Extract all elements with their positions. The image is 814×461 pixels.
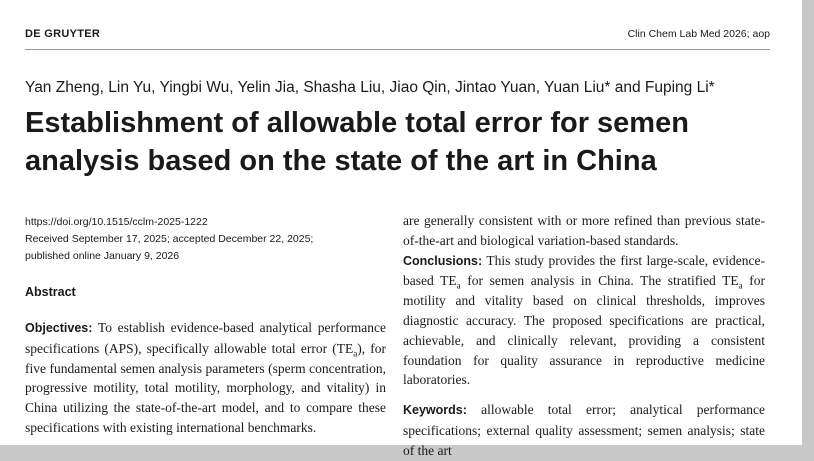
article-metadata	[25, 214, 313, 265]
article-title: Establishment of allowable total error for semen analysis based on the state of the art in China	[25, 107, 689, 177]
abstract-conclusions	[403, 251, 765, 391]
conclusions-text-2: for semen analysis in China. The stratified TE	[460, 273, 739, 289]
conclusions-text-1: This study provides the first large-scale, evidence-based TE	[403, 252, 765, 289]
results-tail: are generally consistent with or more refined than previous state-of-the-art and biological variation-based standards.	[403, 213, 765, 248]
published-date: published online January 9, 2026	[25, 250, 180, 262]
objectives-text-2: ), for five fundamental semen analysis parameters (sperm concentration, progressive motility, total motility, morphology, and vitality) in China utilizing the state-of-the-art model, and to compare these specifications with existing international benchmarks.	[25, 340, 386, 435]
conclusions-text-3: for motility and vitality based on clinical thresholds, improves diagnostic accuracy. The proposed specifications are practical, achievable, and clinically relevant, providing a consistent foundation for quality assurance in reproductive medicine laboratories.	[403, 273, 765, 388]
abstract-heading: Abstract	[25, 285, 76, 299]
author-list: Yan Zheng, Lin Yu, Yingbi Wu, Yelin Jia, Shasha Liu, Jiao Qin, Jintao Yuan, Yuan Liu* and Fuping Li*	[25, 79, 715, 96]
doi-link[interactable]: https://doi.org/10.1515/cclm-2025-1222	[25, 216, 208, 228]
objectives-label: Objectives:	[25, 321, 93, 335]
journal-citation: Clin Chem Lab Med 2026; aop	[627, 28, 770, 40]
abstract-right-column	[403, 211, 765, 461]
objectives-text-1: To establish evidence-based analytical performance specifications (APS), specifically allowable total error (TE	[25, 320, 386, 356]
abstract-objectives	[25, 318, 386, 438]
keywords-text: allowable total error; analytical performance specifications; external quality assessment; semen analysis; state of the art	[403, 402, 765, 458]
objectives-subscript: a	[353, 348, 358, 359]
publisher-name: DE GRUYTER	[25, 28, 101, 40]
header-divider	[25, 49, 770, 50]
abstract-keywords	[403, 400, 765, 460]
received-dates: Received September 17, 2025; accepted December 22, 2025;	[25, 233, 314, 245]
keywords-label: Keywords:	[403, 403, 467, 418]
conclusions-subscript-2: a	[738, 281, 743, 292]
conclusions-label: Conclusions:	[403, 253, 483, 268]
conclusions-subscript-1: a	[456, 281, 461, 292]
